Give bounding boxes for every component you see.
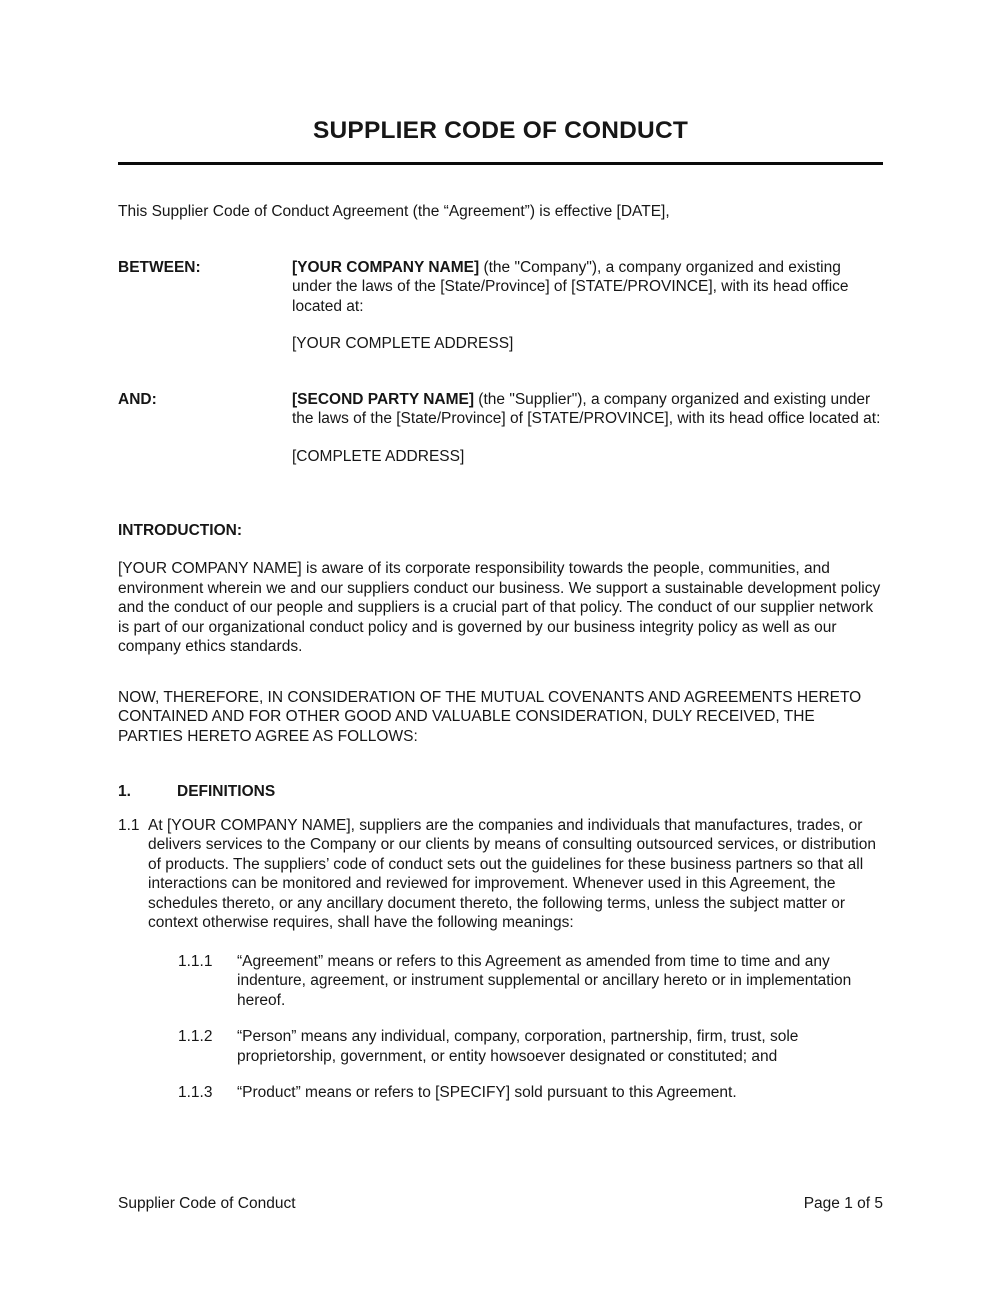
page-footer [118,1194,883,1214]
party-and-label: AND: [118,390,157,408]
effective-date-line: This Supplier Code of Conduct Agreement (the “Agreement”) is effective [DATE], [118,203,670,221]
party-and-address: [COMPLETE ADDRESS] [292,448,465,465]
party-block-and [118,390,883,467]
party-between-description [292,258,883,317]
party-between-label: BETWEEN: [118,258,201,276]
subclause-1-1-2-number: 1.1.2 [178,1028,213,1046]
subclause-1-1-1 [178,952,883,1011]
section-1-title: DEFINITIONS [177,783,276,801]
party-block-between [118,258,883,354]
clause-1-1-text: At [YOUR COMPANY NAME], suppliers are the companies and individuals that manufactures, trades, or delivers services to the Company or our clients by means of consulting outsourced services, or distribution of products. The suppliers’ code of conduct sets out the guidelines for these business partners so that all interactions can be monitored and reviewed for improvement. Whenever used in this Agreement, the schedules thereto, or any ancillary document thereto, the following terms, unless the subject matter or context otherwise requires, shall have the following meanings: [148,816,876,932]
subclause-1-1-3-number: 1.1.3 [178,1084,213,1102]
footer-document-name: Supplier Code of Conduct [118,1195,296,1212]
title-divider [118,162,883,165]
section-1-heading [118,782,883,802]
party-and-name: [SECOND PARTY NAME] [292,390,474,408]
subclause-1-1-2 [178,1027,883,1066]
document-title: SUPPLIER CODE OF CONDUCT [312,117,689,144]
clause-1-1-number: 1.1 [118,816,140,834]
party-between-address: [YOUR COMPLETE ADDRESS] [292,335,514,353]
subclause-1-1-1-text: “Agreement” means or refers to this Agreement as amended from time to time and any indenture, agreement, or instrument supplemental or ancillary hereto or in implementation hereof. [237,952,852,1009]
party-between-name: [YOUR COMPANY NAME] [292,258,480,276]
section-1-number: 1. [118,783,131,801]
footer-page-number: Page 1 of 5 [803,1195,883,1212]
party-and-body [292,390,883,467]
clause-1-1 [118,816,883,933]
subclause-1-1-3 [178,1083,883,1103]
party-and-description-text: (the "Supplier"), a company organized and existing under the laws of the [State/Province] of [STATE/PROVINCE], with its head office located at: [292,390,881,428]
introduction-paragraph: [YOUR COMPANY NAME] is aware of its corporate responsibility towards the people, communities, and environment wherein we and our suppliers conduct our business. We support a sustainable development policy and the conduct of our people and suppliers is a crucial part of that policy. The conduct of our supplier network is part of our organizational conduct policy and is governed by our business integrity policy as well as our company ethics standards. [118,560,881,656]
party-and-description [292,390,883,429]
now-therefore-paragraph: NOW, THEREFORE, IN CONSIDERATION OF THE MUTUAL COVENANTS AND AGREEMENTS HERETO CONTAINED AND FOR OTHER GOOD AND VALUABLE CONSIDERATION, DULY RECEIVED, THE PARTIES HERETO AGREE AS FOLLOWS: [118,688,862,745]
subclause-1-1-1-number: 1.1.1 [178,952,213,970]
party-between-body [292,258,883,354]
introduction-heading: INTRODUCTION: [118,521,242,539]
subclause-1-1-2-text: “Person” means any individual, company, corporation, partnership, firm, trust, sole proprietorship, government, or entity howsoever designated or constituted; and [237,1028,799,1065]
subclause-1-1-3-text: “Product” means or refers to [SPECIFY] sold pursuant to this Agreement. [237,1084,737,1102]
party-between-description-text: (the "Company"), a company organized and existing under the laws of the [State/Province] of [STATE/PROVINCE], with its head office located at: [292,258,849,315]
